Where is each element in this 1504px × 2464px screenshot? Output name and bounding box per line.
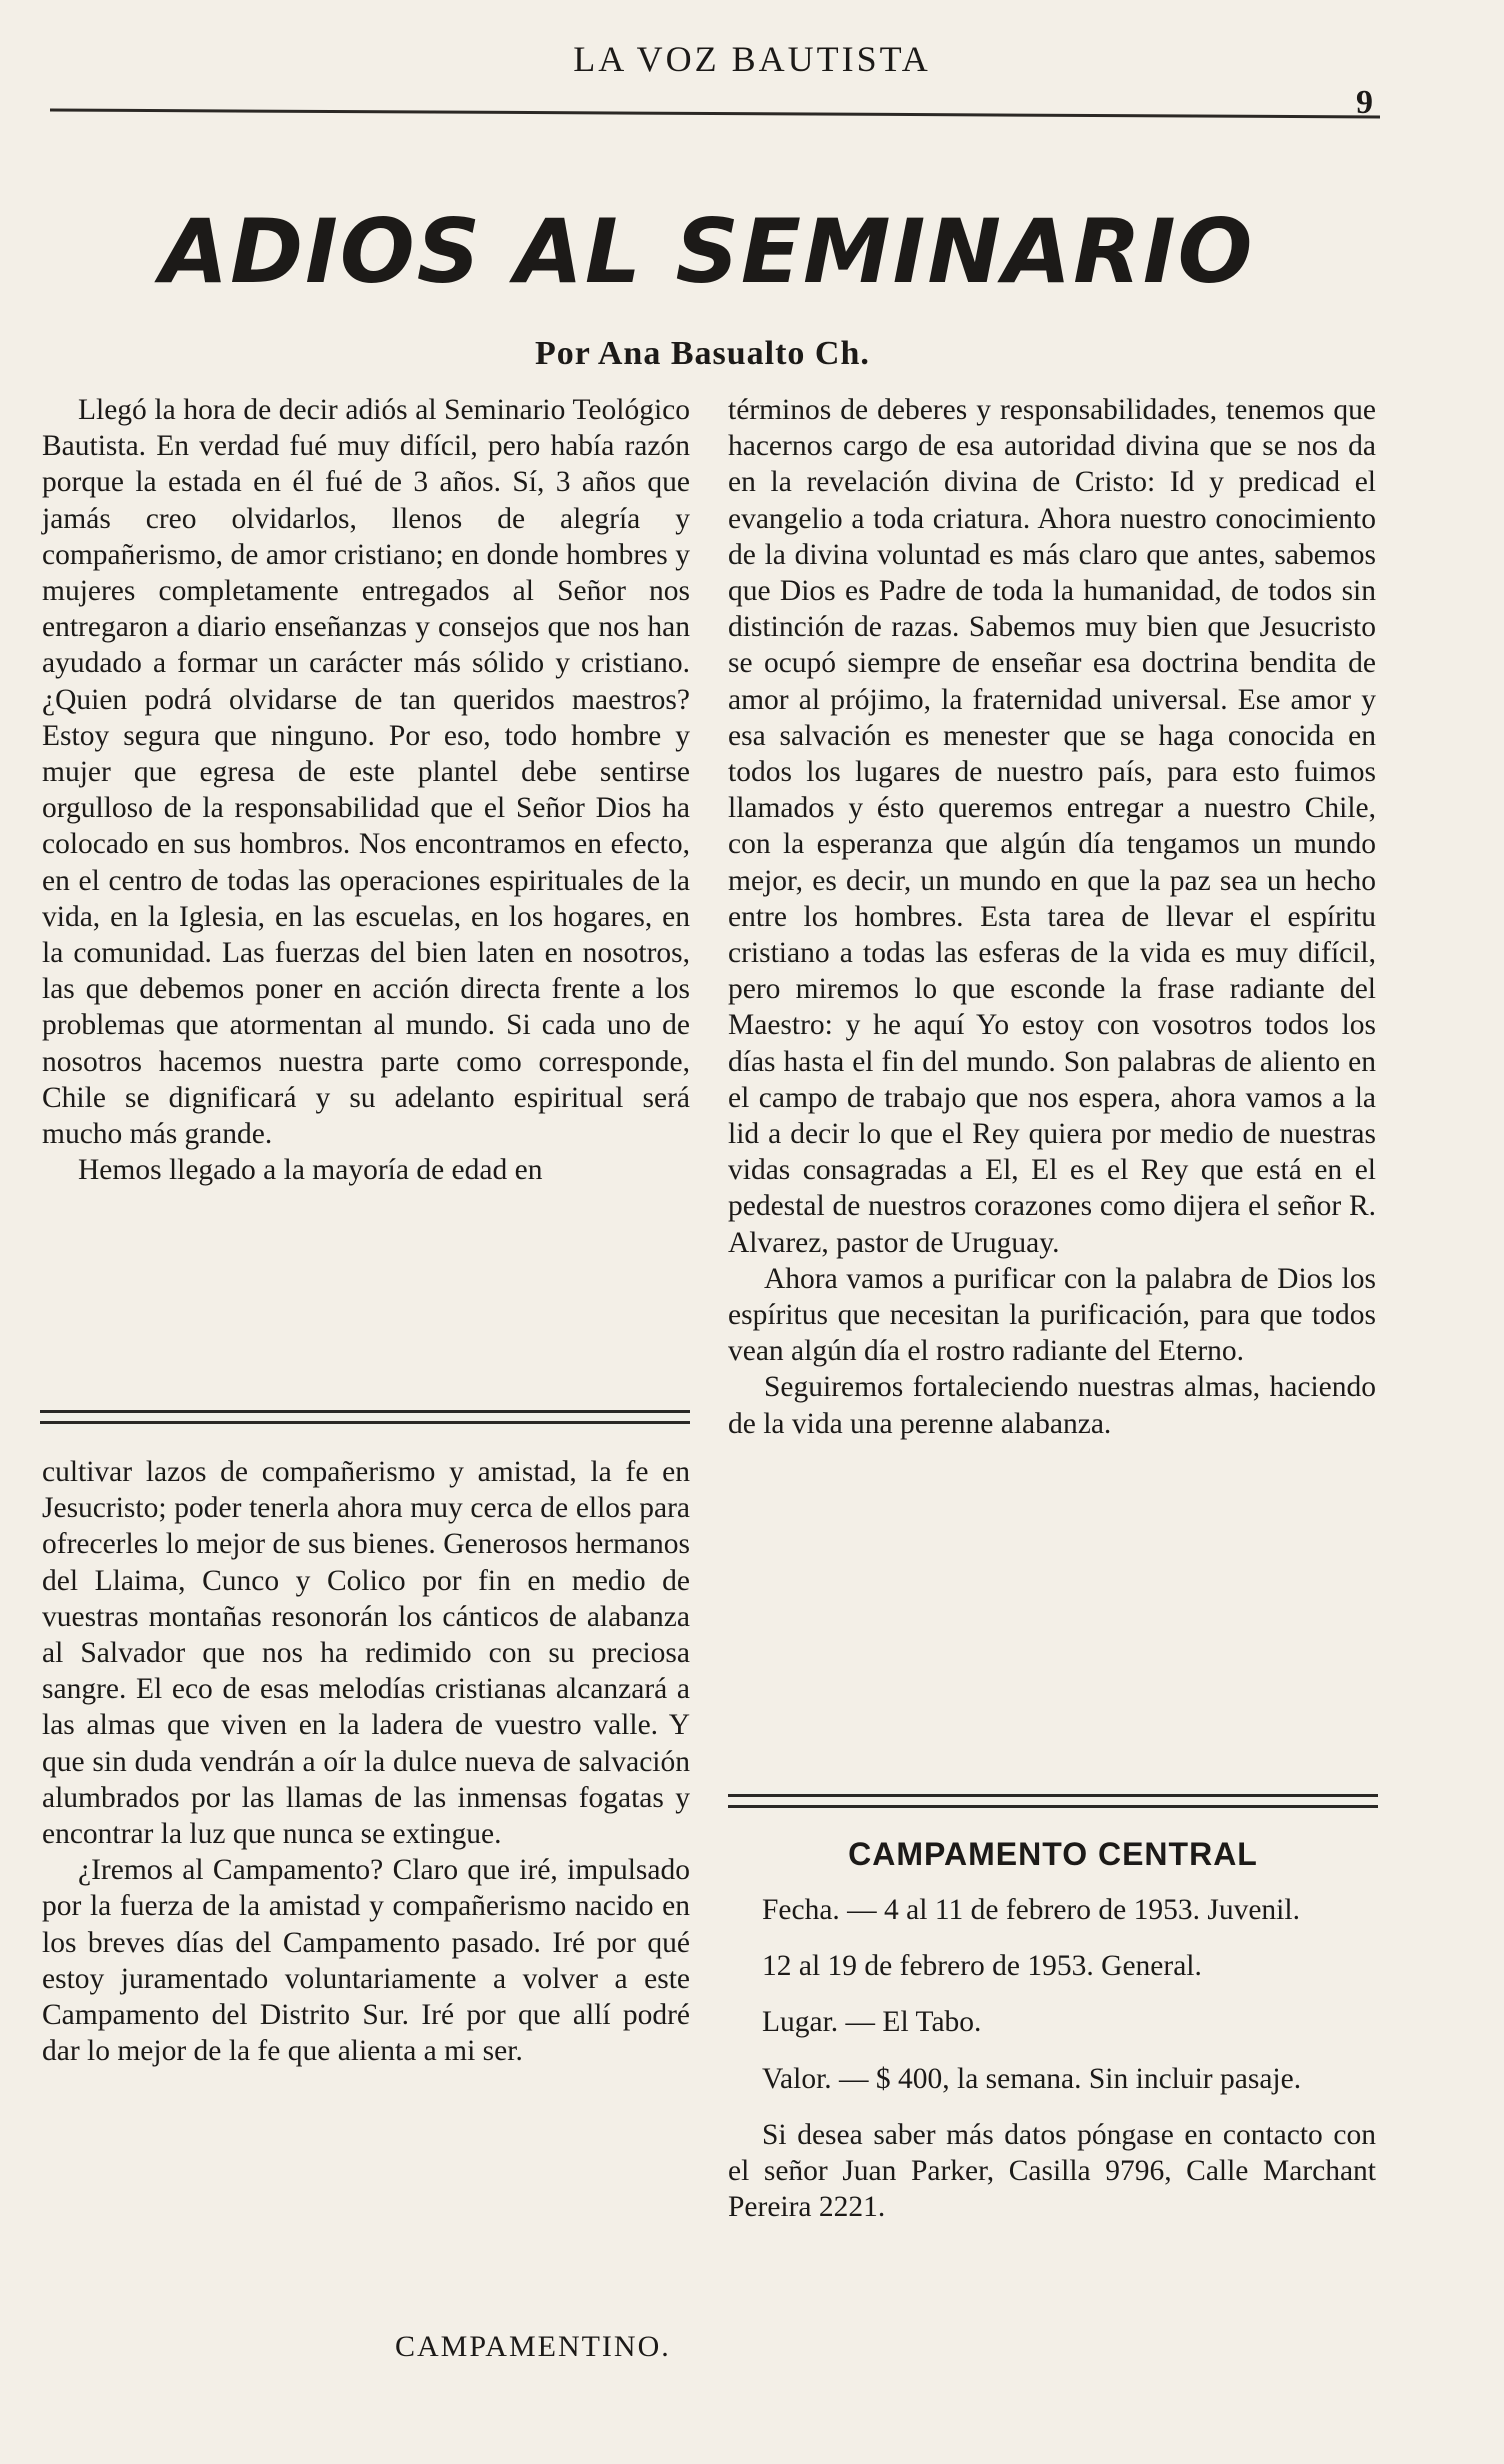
header-rule (50, 109, 1380, 119)
notice-contacto: Si desea saber más datos póngase en contacto con el señor Juan Parker, Casilla 9796, Calle Marchant Pereira 2221. (728, 2118, 1376, 2224)
section-divider (40, 1410, 690, 1424)
paragraph: Ahora vamos a purificar con la palabra de Dios los espíritus que necesitan la purificación, para que todos vean algún día el rostro radiante del Eterno. (728, 1262, 1376, 1368)
paragraph: Llegó la hora de decir adiós al Seminario Teológico Bautista. En verdad fué muy difícil, pero había razón porque la estada en él fué de 3 años. Sí, 3 años que jamás creo olvidarlos, llenos de alegría y compañerismo, de amor cristiano; en donde hombres y mujeres completamente entregados al Señor nos entregaron a diario enseñanzas y consejos que nos han ayudado a formar un carácter más sólido y cristiano. ¿Quien podrá olvidarse de tan queridos maestros? Estoy segura que ninguno. Por eso, todo hombre y mujer que egresa de este plantel debe sentirse orgulloso de la responsabilidad que el Señor Dios ha colocado en sus hombros. Nos encontramos en efecto, en el centro de todas las operaciones espirituales de la vida, en la Iglesia, en las escuelas, en los hogares, en la comunidad. Las fuerzas del bien laten en nosotros, las que debemos poner en acción directa frente a los problemas que atormentan al mundo. Si cada uno de nosotros hacemos nuestra parte como corresponde, Chile se dignificará y su adelanto espiritual será mucho más grande. (42, 394, 690, 1151)
paragraph: Hemos llegado a la mayoría de edad en (78, 1154, 543, 1187)
section-divider (728, 1794, 1378, 1808)
notice-title: CAMPAMENTO CENTRAL (848, 1836, 1258, 1872)
article-column-right (728, 392, 1376, 1442)
letter-column (42, 1454, 690, 2069)
letter-signature: CAMPAMENTINO. (395, 2330, 671, 2363)
paragraph: Seguiremos fortaleciendo nuestras almas, haciendo de la vida una perenne alabanza. (728, 1371, 1376, 1440)
page-number: 9 (1356, 84, 1373, 121)
paragraph: cultivar lazos de compañerismo y amistad, la fe en Jesucristo; poder tenerla ahora muy cerca de ellos para ofrecerles lo mejor de sus bienes. Generosos hermanos del Llaima, Cunco y Colico por fin en medio de vuestras montañas resonorán los cánticos de alabanza al Salvador que nos ha redimido con su preciosa sangre. El eco de esas melodías cristianas alcanzará a las almas que viven en la ladera de vuestro valle. Y que sin duda vendrán a oír la dulce nueva de salvación alumbrados por las llamas de las inmensas fogatas y encontrar la luz que nunca se extingue. (42, 1456, 690, 1851)
notice-fecha: Fecha. — 4 al 11 de febrero de 1953. Juvenil. (762, 1894, 1300, 1926)
article-byline: Por Ana Basualto Ch. (535, 335, 870, 372)
notice-body (728, 1892, 1376, 2225)
article-title: ADIOS AL SEMINARIO (160, 200, 1255, 303)
running-head: LA VOZ BAUTISTA (573, 39, 931, 79)
paragraph: ¿Iremos al Campamento? Claro que iré, impulsado por la fuerza de la amistad y compañerismo nacido en los breves días del Campamento pasado. Iré por qué estoy juramentado voluntariamente a volver a este Campamento del Distrito Sur. Iré por que allí podré dar lo mejor de la fe que alienta a mi ser. (42, 1854, 690, 2068)
paragraph: términos de deberes y responsabilidades, tenemos que hacernos cargo de esa autoridad divina que se nos da en la revelación divina de Cristo: Id y predicad el evangelio a toda criatura. Ahora nuestro conocimiento de la divina voluntad es más claro que antes, sabemos que Dios es Padre de toda la humanidad, de todos sin distinción de razas. Sabemos muy bien que Jesucristo se ocupó siempre de enseñar esa doctrina bendita de amor al prójimo, la fraternidad universal. Ese amor y esa salvación es menester que se haga conocida en todos los lugares de nuestro país, para esto fuimos llamados y ésto queremos entregar a nuestro Chile, con la esperanza que algún día tengamos un mundo mejor, es decir, un mundo en que la paz sea un hecho entre los hombres. Esta tarea de llevar el espíritu cristiano a todas las esferas de la vida es muy difícil, pero miremos lo que esconde la frase radiante del Maestro: y he aquí Yo estoy con vosotros todos los días hasta el fin del mundo. Son palabras de aliento en el campo de trabajo que nos espera, ahora vamos a la lid a decir lo que el Rey quiera por medio de nuestras vidas consagradas a El, El es el Rey que está en el pedestal de nuestros corazones como dijera el señor R. Alvarez, pastor de Uruguay. (728, 394, 1376, 1259)
notice-general: 12 al 19 de febrero de 1953. General. (762, 1950, 1202, 1983)
article-column-left (42, 392, 690, 1188)
notice-lugar: Lugar. — El Tabo. (762, 2006, 982, 2039)
notice-valor: Valor. — $ 400, la semana. Sin incluir pasaje. (762, 2062, 1302, 2095)
